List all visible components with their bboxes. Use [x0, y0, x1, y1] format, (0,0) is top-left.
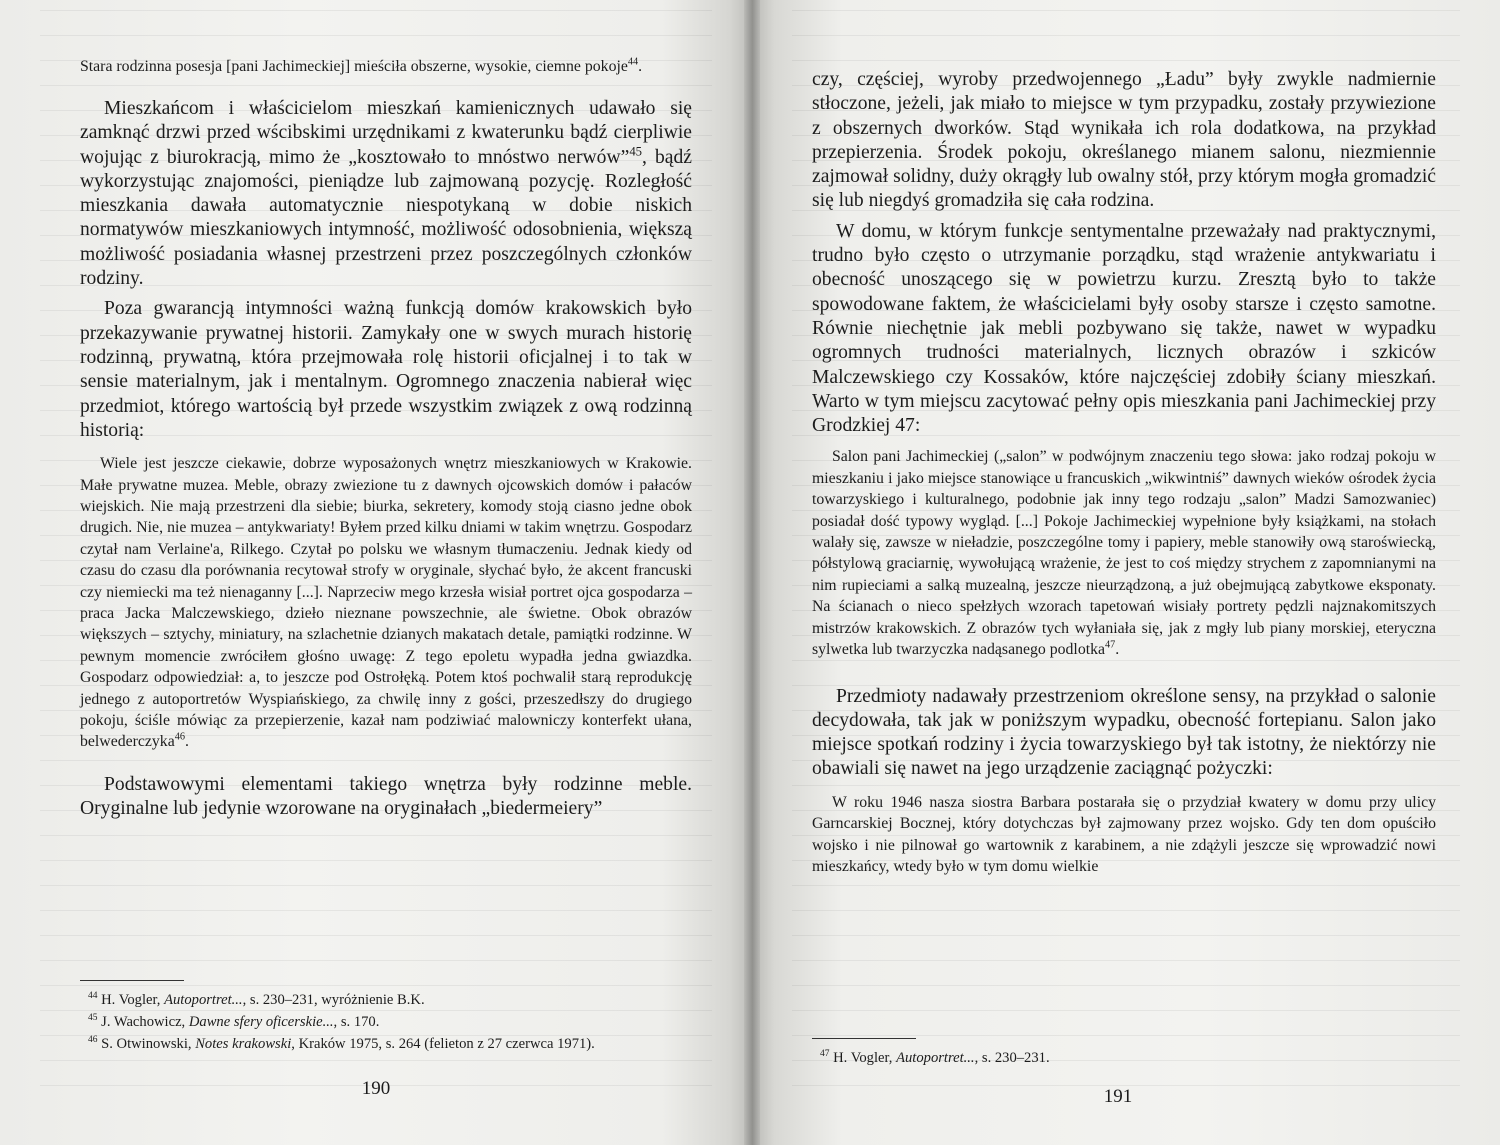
paragraph-2: W domu, w którym funkcje sentymentalne przeważały nad praktycznymi, trudno było często o utrzymanie porządku, stąd wrażenie antykwariatu i obecność unoszącego się w powietrzu kurzu. Zresztą było to także spowodowane faktem, że właścicielami były osoby starsze i często samotne. Równie niechętnie jak mebli pozbywano się także, nawet w wypadku ogromnych trudności materialnych, licznych obrazów i szkiców Malczewskiego czy Kossaków, które najczęściej zdobiły ściany mieszkań. Warto w tym miejscu zacytować pełny opis mieszkania pani Jachimeckiej przy Grodzkiej 47:	[812, 220, 1436, 437]
right-page	[752, 0, 1500, 1145]
footnote-47: $^{47}$ H. Vogler, Autoportret..., s. 230–231.	[820, 1049, 1050, 1066]
left-footnotes	[80, 964, 692, 1055]
paragraph-continued: czy, częściej, wyroby przedwojennego „Ładu” były zwykle nadmiernie stłoczone, jeżeli, jak miało to miejsce w tym przypadku, zostały przywiezione z obszernych dworków. Stąd wynikała ich rola dodatkowa, na przykład przepierzenia. Środek pokoju, określanego mianem salonu, niezmiennie zajmował solidny, duży okrągły lub owalny stół, przy którym mogła gromadzić się lub niegdyś gromadziła się cała rodzina.	[812, 69, 1436, 212]
footnote-divider	[812, 1038, 916, 1039]
book-gutter	[744, 0, 760, 1145]
right-page-text-column	[812, 68, 1436, 897]
page-number-right: 191	[1103, 1086, 1133, 1107]
footnote-ref-47[interactable]: 47	[1105, 639, 1116, 651]
page-number-left: 190	[361, 1078, 391, 1099]
left-page-text-column	[80, 56, 692, 827]
footnote-45: $^{45}$ J. Wachowicz, Dawne sfery oficerskie..., s. 170.	[88, 1013, 380, 1030]
paragraph-1: Mieszkańcom i właścicielom mieszkań kamienicznych udawało się zamknąć drzwi przed wścibskimi urzędnikami z kwaterunku bądź cierpliwie wojując z biurokracją, mimo że „kosztowało to mnóstwo nerwów”$^{45}$, bądź wykorzystując znajomości, pieniądze lub zajmowaną pozycję. Rozległość mieszkania dawała automatycznie niespotykaną w dobie niskich normatywów mieszkaniowych intymność, możliwość odosobnienia, większą możliwość posiadania własnej przestrzeni przez poszczególnych członków rodziny.	[80, 98, 692, 290]
footnote-44: $^{44}$ H. Vogler, Autoportret..., s. 230–231, wyróżnienie B.K.	[88, 991, 425, 1008]
paragraph-3: Przedmioty nadawały przestrzeniom określone sensy, na przykład o salonie decydowała, tak jak w poniższym wypadku, obecność fortepianu. Salon jako miejsce spotkań rodziny i życia towarzyskiego był tak istotny, że niektórzy nie obawiali się nawet na jego urządzenie zaciągnąć pożyczki:	[812, 685, 1436, 780]
footnote-ref-46[interactable]: 46	[174, 732, 185, 744]
footnote-46: $^{46}$ S. Otwinowski, Notes krakowski, Kraków 1975, s. 264 (felieton z 27 czerwca 1971).	[88, 1035, 595, 1052]
intro-quote: Stara rodzinna posesja [pani Jachimeckiej] mieściła obszerne, wysokie, ciemne pokoje$^{44}$.	[80, 56, 643, 75]
block-quote-2: W roku 1946 nasza siostra Barbara postarała się o przydział kwatery w domu przy ulicy Garncarskiej Bocznej, który dotychczas był zajmowany przez wojsko. Gdy ten dom opuściło wojsko i nie pilnował go wartownik z karabinem, a nie zdążyli jeszcze się wprowadzić nowi mieszkańcy, wtedy było w tym domu wielkie	[812, 793, 1436, 875]
paragraph-2: Poza gwarancją intymności ważną funkcją domów krakowskich było przekazywanie prywatnej historii. Zamykały one w swych murach historię rodzinną, prywatną, która przejmowała rolę historii oficjalnej i to tak w sensie materialnym, jak i mentalnym. Ogromnego znaczenia nabierał więc przedmiot, którego wartością był przede wszystkim związek z ową rodzinną historią:	[80, 298, 692, 441]
footnote-divider	[80, 980, 184, 981]
block-quote: Wiele jest jeszcze ciekawie, dobrze wyposażonych wnętrz mieszkaniowych w Krakowie. Małe prywatne muzea. Meble, obrazy zwiezione tu z dawnych ojcowskich domów i pałaców wiejskich. Nie mają przestrzeni dla siebie; biurka, sekretery, komody stoją ciasno jedne obok drugich. Nie, nie muzea – antykwariaty! Byłem przed kilku dniami w takim wnętrzu. Gospodarz czytał nam Verlaine'a, Rilkego. Czytał po polsku we własnym tłumaczeniu. Jednak kiedy od czasu do czasu dla porównania recytował strofy w oryginale, słychać było, że akcent francuski czy niemiecki ma też nienaganny [...]. Naprzeciw mego krzesła wisiał portret ojca gospodarza – praca Jacka Malczewskiego, dzieło nieznane powszechnie, ale świetne. Obok obrazów większych – sztychy, miniatury, na szlachetnie dzianych makatach detale, pamiątki rodzinne. W pewnym momencie zwróciłem głośno uwagę: Z tego epoletu wypadła jedna gwiazdka. Gospodarz odpowiedział: a, to jeszcze pod Ostrołęką. Potem ktoś pochwalił starą reprodukcję jednego z autoportretów Wyspiańskiego, za chwilę inny z gości, przeszedłszy do drugiego pokoju, ściśle mówiąc za przepierzenie, kazał nam podziwiać malowniczy konterfekt ułana, belwederczyka$^{46}$.	[80, 455, 692, 751]
right-footnotes	[812, 1022, 1436, 1069]
footnote-ref-44[interactable]: 44	[627, 56, 639, 68]
paragraph-3: Podstawowymi elementami takiego wnętrza były rodzinne meble. Oryginalne lub jedynie wzorowane na oryginałach „biedermeiery”	[80, 773, 692, 820]
block-quote: Salon pani Jachimeckiej („salon” w podwójnym znaczeniu tego słowa: jako rodzaj pokoju w mieszkaniu i jako miejsce stanowiące u francuskich „wikwintniś” dawnych wieków ośrodek życia towarzyskiego i kulturalnego, podobnie jak inny tego rodzaju „salon” Madzi Samozwaniec) posiadał dość typowy wygląd. [...] Pokoje Jachimeckiej wypełnione były książkami, na stołach walały się, zawsze w nieładzie, poszczególne tomy i papiery, meble stanowiły ową staroświecką, półstylową graciarnię, wywołującą wrażenie, że jest to coś między strychem z zapomnianymi na nim rupieciami a salką muzealną, jeszcze nieurządzoną, a już obejmującą zabytkowe eksponaty. Na ścianach o nieco spełzłych wzorach tapetowań wisiały portrety pędzli najznakomitszych mistrzów krakowskich. Z obrazów tych wyłaniała się, jak z mgły lub piany morskiej, eteryczna sylwetka lub twarzyczka nadąsanego podlotka$^{47}$.	[812, 448, 1436, 659]
footnote-ref-45[interactable]: 45	[629, 144, 643, 159]
